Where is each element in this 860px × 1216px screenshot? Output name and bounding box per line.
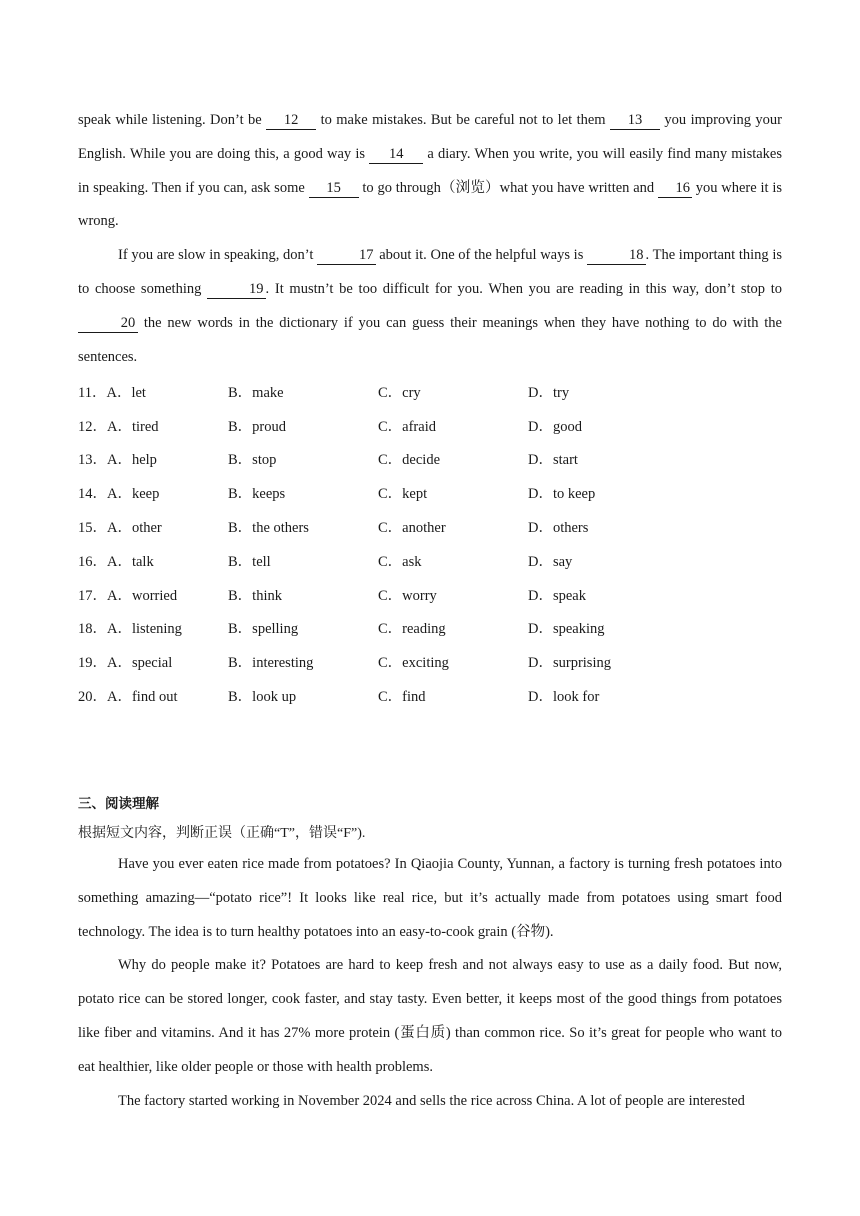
option-c: C．decide bbox=[378, 452, 441, 469]
cloze-paragraph-1 bbox=[78, 104, 782, 239]
section-instruction: 根据短文内容，判断正误（正确“T”，错误“F”). bbox=[78, 826, 366, 841]
option-d: D．look for bbox=[528, 688, 600, 705]
blank-18: 18 bbox=[587, 247, 646, 265]
option-row bbox=[78, 577, 782, 611]
option-b: B．make bbox=[228, 384, 284, 401]
option-c: C．afraid bbox=[378, 418, 436, 435]
option-row bbox=[78, 679, 782, 713]
reading-passage bbox=[78, 848, 782, 1118]
cloze-paragraph-2 bbox=[78, 239, 782, 374]
option-c: C．another bbox=[378, 519, 446, 536]
reading-paragraph-2: Why do people make it? Potatoes are hard to keep fresh and not always easy to use as a daily food. But now, potato rice can be stored longer, cook faster, and stay tasty. Even better, it keeps most of the good things from potatoes like fiber and vitamins. And it has 27% more protein (蛋白质) than common rice. So it’s great for people who want to eat healthier, like older people or those with health problems. bbox=[78, 957, 782, 1075]
option-b: B．look up bbox=[228, 688, 297, 705]
passage-text: you improving your English. While you are doing this, a good way is bbox=[78, 112, 783, 162]
passage-text: If you are slow in speaking, don’t bbox=[118, 247, 318, 264]
blank-13: 13 bbox=[610, 112, 660, 130]
blank-19: 19 bbox=[207, 281, 266, 299]
passage-text: speak while listening. Don’t be bbox=[78, 112, 267, 128]
passage-text: to make mistakes. But be careful not to let them bbox=[316, 112, 610, 128]
reading-paragraph-1: Have you ever eaten rice made from potatoes? In Qiaojia County, Yunnan, a factory is turning fresh potatoes into something amazing—“potato rice”! It looks like real rice, but it’s actually made from potatoes using smart food technology. The idea is to turn healthy potatoes into an easy-to-cook grain (谷物). bbox=[78, 856, 782, 940]
option-b: B．stop bbox=[228, 452, 277, 469]
passage-text: . The important thing is to choose something bbox=[78, 247, 783, 297]
option-d: D．start bbox=[528, 452, 578, 469]
option-b: B．spelling bbox=[228, 621, 299, 638]
passage-text: to go through（浏览）what you have written and bbox=[358, 179, 658, 196]
option-row bbox=[78, 510, 782, 544]
option-c: C．reading bbox=[378, 621, 446, 638]
option-a: 17．A．worried bbox=[78, 587, 178, 604]
option-d: D．speak bbox=[528, 587, 586, 604]
option-a: 18．A．listening bbox=[78, 621, 182, 638]
option-b: B．interesting bbox=[228, 655, 314, 672]
option-row bbox=[78, 611, 782, 645]
answer-options bbox=[78, 374, 782, 712]
option-a: 13．A．help bbox=[78, 452, 157, 469]
passage-text: about it. One of the helpful ways is bbox=[375, 247, 588, 264]
passage-text: you where it is wrong. bbox=[78, 179, 782, 230]
option-d: D．to keep bbox=[528, 486, 596, 503]
option-d: D．say bbox=[528, 553, 573, 570]
option-b: B．the others bbox=[228, 519, 309, 536]
option-c: C．find bbox=[378, 688, 426, 705]
option-d: D．surprising bbox=[528, 655, 611, 672]
section-title: 三、阅读理解 bbox=[78, 796, 159, 812]
option-row bbox=[78, 374, 782, 408]
option-d: D．others bbox=[528, 519, 589, 536]
blank-17: 17 bbox=[317, 247, 376, 265]
option-d: D．try bbox=[528, 384, 570, 401]
blank-16: 16 bbox=[658, 180, 692, 198]
option-c: C．worry bbox=[378, 587, 437, 604]
option-a: 14．A．keep bbox=[78, 486, 160, 503]
option-row bbox=[78, 645, 782, 679]
option-a: 11．A．let bbox=[78, 384, 146, 401]
option-b: B．think bbox=[228, 587, 282, 604]
option-c: C．kept bbox=[378, 486, 428, 503]
option-d: D．speaking bbox=[528, 621, 605, 638]
blank-12: 12 bbox=[266, 112, 316, 130]
option-row bbox=[78, 476, 782, 510]
option-b: B．keeps bbox=[228, 486, 286, 503]
passage-text: a diary. When you write, you will easily find many mistakes in speaking. Then if you can, ask some bbox=[78, 145, 783, 196]
option-c: C．ask bbox=[378, 553, 422, 570]
option-c: C．exciting bbox=[378, 655, 449, 672]
option-a: 12．A．tired bbox=[78, 418, 159, 435]
option-a: 16．A．talk bbox=[78, 553, 154, 570]
blank-15: 15 bbox=[309, 180, 359, 198]
option-d: D．good bbox=[528, 418, 582, 435]
option-row bbox=[78, 543, 782, 577]
passage-text: the new words in the dictionary if you can guess their meanings when they have nothing to do with the sentences. bbox=[78, 314, 782, 365]
option-row bbox=[78, 408, 782, 442]
blank-14: 14 bbox=[369, 146, 423, 164]
blank-20: 20 bbox=[78, 315, 138, 333]
passage-text: . It mustn’t be too difficult for you. When you are reading in this way, don’t stop to bbox=[265, 280, 782, 297]
option-a: 20．A．find out bbox=[78, 688, 178, 705]
option-c: C．cry bbox=[378, 384, 421, 401]
option-b: B．proud bbox=[228, 418, 286, 435]
reading-paragraph-3: The factory started working in November 2024 and sells the rice across China. A lot of people are interested bbox=[118, 1092, 745, 1109]
option-a: 15．A．other bbox=[78, 519, 162, 536]
cloze-section bbox=[78, 104, 782, 712]
option-b: B．tell bbox=[228, 553, 271, 570]
option-a: 19．A．special bbox=[78, 655, 173, 672]
option-row bbox=[78, 442, 782, 476]
